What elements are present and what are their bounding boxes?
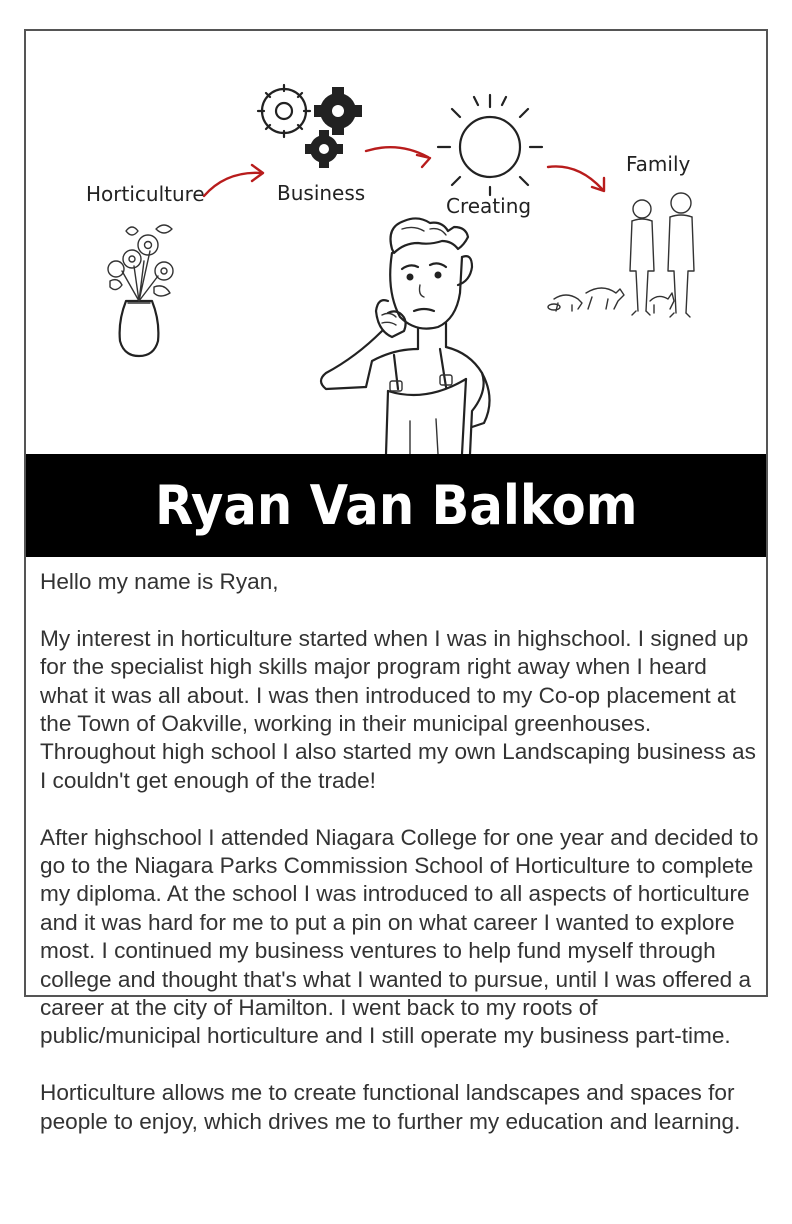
bio-paragraph: Horticulture allows me to create functional landscapes and spaces for people to enjoy, which drives me to further my education and learning. xyxy=(40,1080,741,1134)
page-title: Ryan Van Balkom xyxy=(154,474,638,537)
thinking-man-figure xyxy=(321,218,490,454)
bio-text xyxy=(40,568,760,1164)
arrow-icon xyxy=(204,173,261,196)
name-banner xyxy=(26,454,766,557)
bio-paragraph: Hello my name is Ryan, xyxy=(40,569,279,594)
career-path-illustration xyxy=(26,31,766,454)
flower-vase-icon xyxy=(108,225,173,356)
bio-paragraph: My interest in horticulture started when I was in highschool. I signed up for the specialist high skills major program right away when I heard what it was all about. I was then introduced to my Co-op placement at the Town of Oakville, working in their municipal greenhouses. Throughout high school I also started my own Landscaping business as I couldn't get enough of the trade! xyxy=(40,625,756,793)
page-frame xyxy=(24,29,768,1134)
sun-icon xyxy=(438,95,542,195)
family-icon xyxy=(548,193,694,317)
horticulture-label: Horticulture xyxy=(86,182,205,206)
business-label: Business xyxy=(277,181,366,205)
arrow-icon xyxy=(548,166,602,189)
family-label: Family xyxy=(626,152,691,176)
creating-label: Creating xyxy=(446,194,532,218)
bio-paragraph: After highschool I attended Niagara College for one year and decided to go to the Niagara Parks Commission School of Horticulture to complete my diploma. At the school I was introduced to all aspects of horticulture and it was hard for me to put a pin on what career I wanted to explore most. I continued my business ventures to help fund myself through college and thought that's what I wanted to pursue, until I was offered a career at the city of Hamilton. I went back to my roots of public/municipal horticulture and I still operate my business part-time. xyxy=(40,824,759,1049)
gears-icon xyxy=(258,85,362,168)
